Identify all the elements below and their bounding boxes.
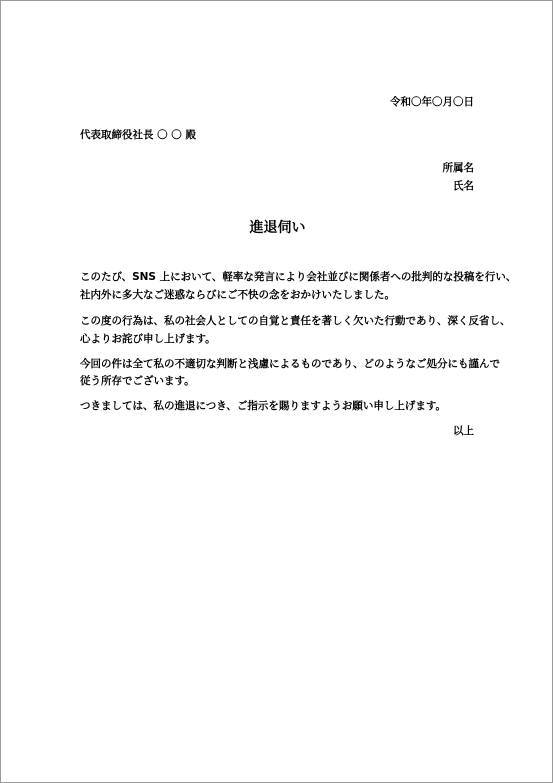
body-paragraph-2-line-2: 心よりお詫び申し上げます。	[80, 333, 216, 345]
addressee: 代表取締役社長 〇 〇 殿	[80, 129, 196, 141]
body-paragraph-1-line-1: このたび、SNS 上において、軽率な発言により会社並びに関係者への批判的な投稿を行い、	[80, 271, 517, 283]
document-date: 令和〇年〇月〇日	[390, 96, 474, 108]
body-paragraph-1-line-2: 社内外に多大なご迷惑ならびにご不快の念をおかけいたしました。	[80, 289, 395, 301]
sender-name: 氏名	[453, 180, 474, 192]
body-paragraph-4: つきましては、私の進退につき、ご指示を賜りますようお願い申し上げます。	[80, 400, 447, 412]
closing-text: 以上	[453, 425, 474, 437]
body-paragraph-3-line-1: 今回の件は全て私の不適切な判断と浅慮によるものであり、どのようなご処分にも謹んで	[80, 358, 500, 370]
sender-affiliation: 所属名	[442, 162, 474, 174]
body-paragraph-3-line-2: 従う所存でございます。	[80, 375, 195, 387]
body-paragraph-2-line-1: この度の行為は、私の社会人としての自覚と責任を著しく欠いた行動であり、深く反省し、	[80, 315, 511, 327]
document-title: 進退伺い	[249, 220, 306, 236]
